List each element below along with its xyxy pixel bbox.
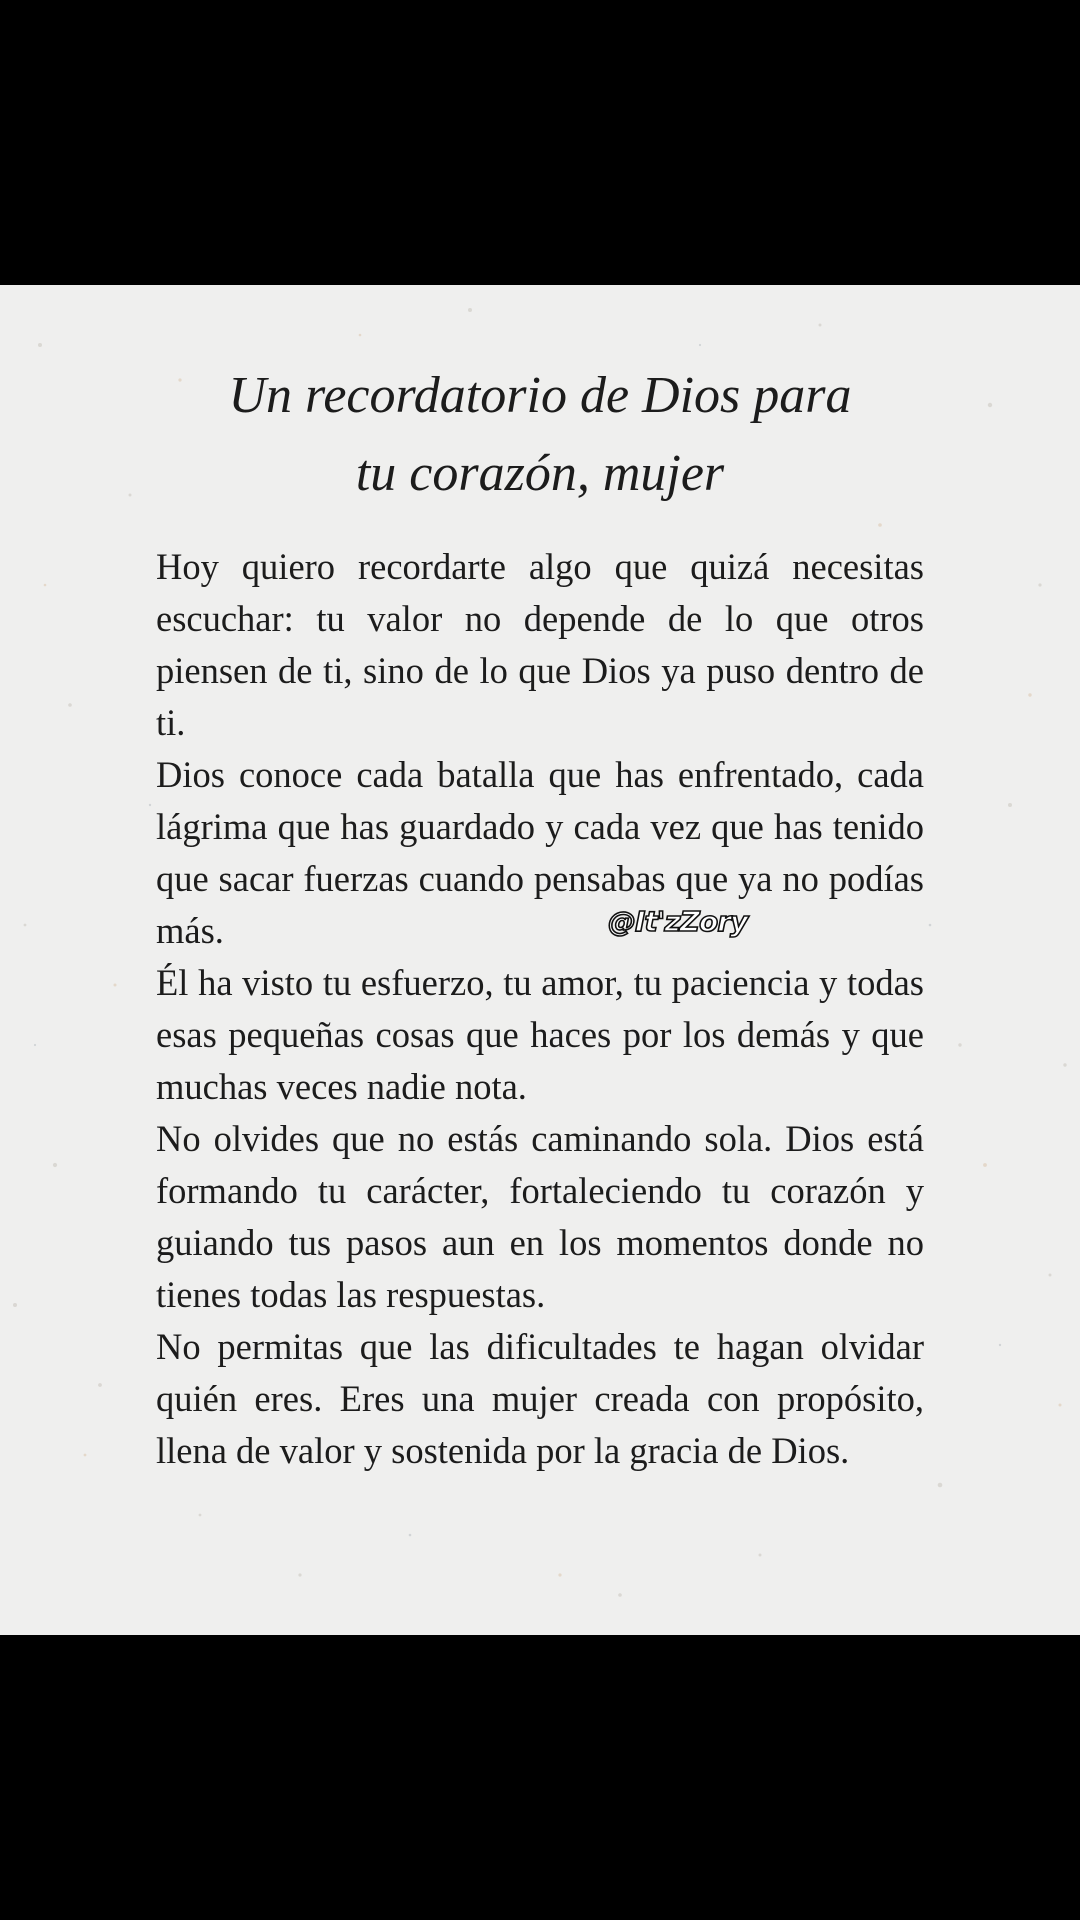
body-paragraph: Él ha visto tu esfuerzo, tu amor, tu paciencia y todas esas pequeñas cosas que haces por los demás y que muchas veces nadie nota.	[156, 962, 924, 1107]
author-watermark: @It'zZory	[608, 905, 748, 938]
top-letterbox-bar	[0, 0, 1080, 285]
paper-card	[0, 285, 1080, 1635]
post-body	[156, 541, 924, 1477]
bottom-letterbox-bar	[0, 1635, 1080, 1920]
body-paragraph: No olvides que no estás caminando sola. Dios está formando tu carácter, fortaleciendo tu corazón y guiando tus pasos aun en los momentos donde no tienes todas las respuestas.	[156, 1118, 924, 1315]
body-paragraph: Dios conoce cada batalla que has enfrentado, cada lágrima que has guardado y cada vez que has tenido que sacar fuerzas cuando pensabas que ya no podías más.	[156, 754, 924, 951]
title-line: tu corazón, mujer	[355, 445, 725, 502]
post-title	[90, 357, 990, 513]
body-paragraph: Hoy quiero recordarte algo que quizá necesitas escuchar: tu valor no depende de lo que otros piensen de ti, sino de lo que Dios ya puso dentro de ti.	[156, 546, 924, 743]
title-line: Un recordatorio de Dios para	[228, 367, 852, 424]
body-paragraph: No permitas que las dificultades te hagan olvidar quién eres. Eres una mujer creada con propósito, llena de valor y sostenida por la gracia de Dios.	[156, 1326, 924, 1471]
